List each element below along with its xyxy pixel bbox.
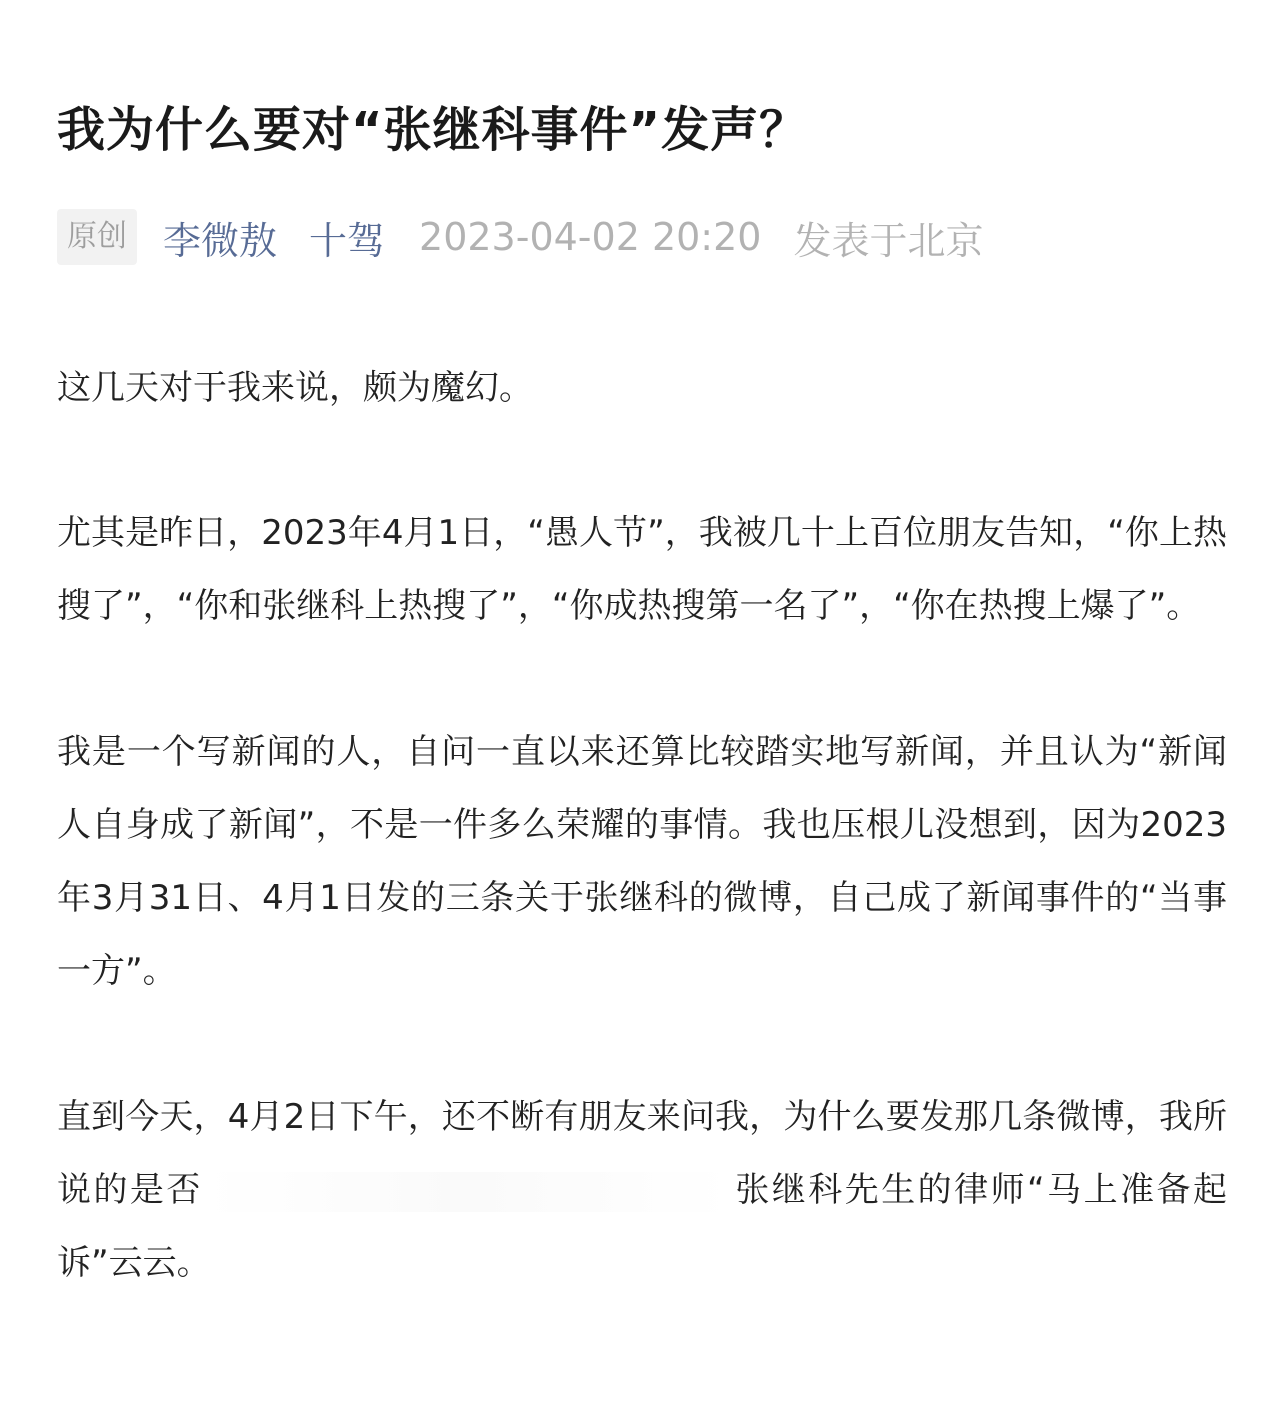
paragraph-2: 尤其是昨日，2023年4月1日，“愚人节”，我被几十上百位朋友告知，“你上热搜了”，“你和张继科上热搜了”，“你成热搜第一名了”，“你在热搜上爆了”。	[57, 513, 1227, 626]
article-title: 我为什么要对“张继科事件”发声？	[57, 102, 809, 158]
article-body	[57, 352, 1227, 1300]
publish-date: 2023-04-02 20:20	[419, 215, 762, 259]
article-meta	[57, 208, 1227, 266]
paragraph-3: 我是一个写新闻的人，自问一直以来还算比较踏实地写新闻，并且认为“新闻人自身成了新闻”，不是一件多么荣耀的事情。我也压根儿没想到，因为2023年3月31日、4月1日发的三条关于张继科的微博，自己成了新闻事件的“当事一方”。	[57, 732, 1227, 991]
article	[57, 92, 1227, 1373]
redacted-region	[203, 1172, 733, 1212]
paragraph-4	[57, 1081, 1227, 1300]
author-name[interactable]: 李微敖	[163, 218, 278, 263]
original-badge: 原创	[57, 209, 137, 265]
publish-location: 发表于北京	[793, 218, 984, 263]
account-name[interactable]: 十驾	[309, 218, 386, 263]
paragraph-1: 这几天对于我来说，颇为魔幻。	[57, 368, 533, 408]
paragraph-4-part-2: 张继科先生的律师“马上准备起诉”云云。	[57, 1170, 1228, 1283]
paragraph-4-part-1: 直到今天，4月2日下午，还不断有朋友来问我，为什么要发那几条微博，我所说的是否	[57, 1097, 1227, 1210]
